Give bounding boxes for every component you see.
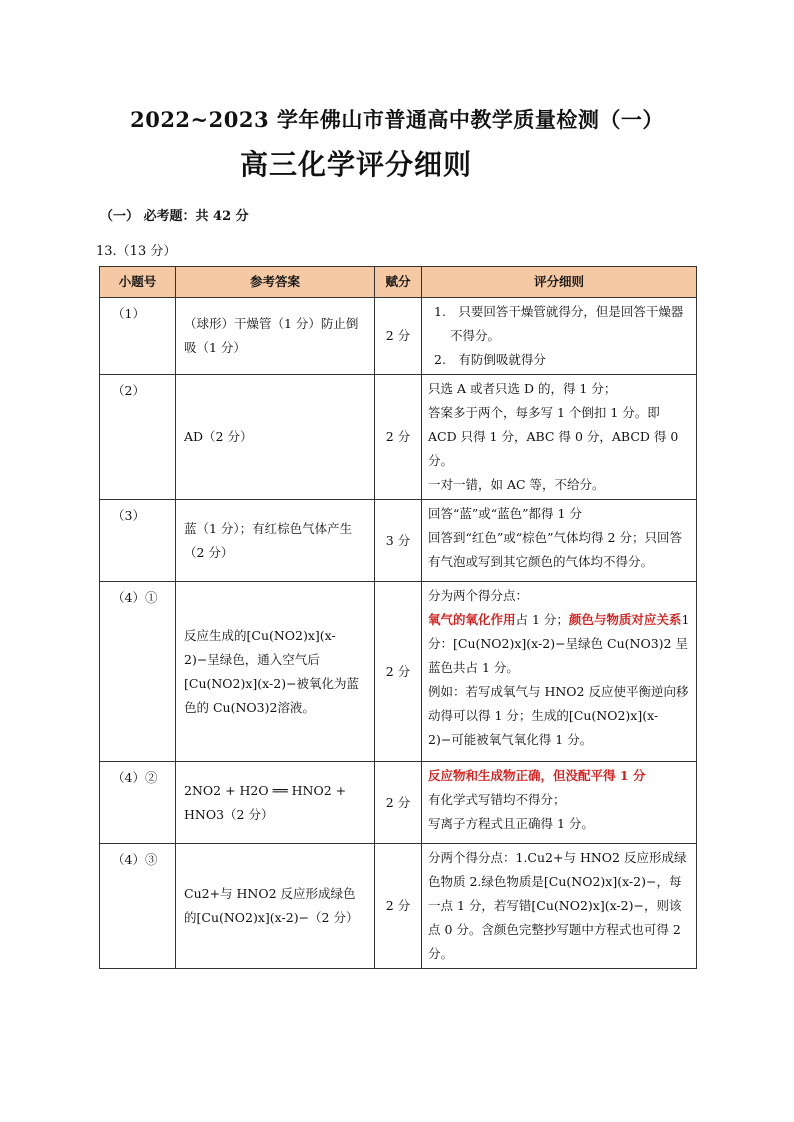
row-num: （2） <box>100 375 176 500</box>
header-subquestion: 小题号 <box>100 267 176 298</box>
row-score: 2 分 <box>375 844 422 969</box>
header-answer: 参考答案 <box>176 267 375 298</box>
row-score: 2 分 <box>375 582 422 762</box>
question-number: 13.（13 分） <box>96 244 177 259</box>
detail-points <box>428 608 690 680</box>
detail-line: 一对一错，如 AC 等，不给分。 <box>428 477 605 492</box>
table-row <box>100 375 697 500</box>
row-answer: 反应生成的[Cu(NO2)x](x-2)−呈绿色，通入空气后[Cu(NO2)x](x-2)−被氧化为蓝色的 Cu(NO3)2溶液。 <box>176 582 375 762</box>
row-score: 2 分 <box>375 762 422 844</box>
detail-line: 只选 A 或者只选 D 的，得 1 分； <box>428 381 617 396</box>
detail-line: 1. 只要回答干燥管就得分，但是回答干燥器不得分。 <box>434 304 684 343</box>
row-score: 2 分 <box>375 375 422 500</box>
row-detail <box>422 762 697 844</box>
row-detail <box>422 500 697 582</box>
detail-line: 回答“蓝”或“蓝色”都得 1 分 <box>428 506 582 521</box>
row-answer: 蓝（1 分）；有红棕色气体产生（2 分） <box>176 500 375 582</box>
detail-example: 例如：若写成氧气与 HNO2 反应使平衡逆向移动得可以得 1 分；生成的[Cu(NO2)x](x-2)−可能被氧气氧化得 1 分。 <box>428 684 689 747</box>
row-detail: 分两个得分点：1.Cu2+与 HNO2 反应形成绿色物质 2.绿色物质是[Cu(NO2)x](x-2)−，每一点 1 分，若写错[Cu(NO2)x](x-2)−，则该点 0 分。含颜色完整抄写题中方程式也可得 2 分。 <box>422 844 697 969</box>
header-detail: 评分细则 <box>422 267 697 298</box>
table-row <box>100 298 697 375</box>
detail-line: 回答到“红色”或“棕色”气体均得 2 分；只回答有气泡或写到其它颜色的气体均不得分。 <box>428 530 682 569</box>
document-subtitle: 高三化学评分细则 <box>240 148 473 181</box>
detail-line: 写离子方程式且正确得 1 分。 <box>428 816 594 831</box>
row-num: （4）① <box>100 582 176 762</box>
row-detail <box>422 298 697 375</box>
row-num: （3） <box>100 500 176 582</box>
table-row <box>100 844 697 969</box>
row-answer: 2NO2 + H2O ══ HNO2 + HNO3（2 分） <box>176 762 375 844</box>
detail-line: 2. 有防倒吸就得分 <box>434 352 546 367</box>
table-row <box>100 762 697 844</box>
detail-highlight: 反应物和生成物正确，但没配平得 1 分 <box>428 768 646 783</box>
detail-line: 有化学式写错均不得分； <box>428 792 566 807</box>
table-header-row <box>100 267 697 298</box>
detail-highlight: 颜色与物质对应关系 <box>568 612 682 627</box>
detail-text: 占 1 分； <box>515 612 569 627</box>
row-answer: Cu2+与 HNO2 反应形成绿色的[Cu(NO2)x](x-2)−（2 分） <box>176 844 375 969</box>
row-score: 2 分 <box>375 298 422 375</box>
detail-text: 1 分：[Cu(NO2)x](x-2)−呈绿色 Cu(NO3)2 呈蓝色共占 1 分。 <box>428 612 690 675</box>
detail-intro: 分为两个得分点： <box>428 588 529 603</box>
table-row <box>100 582 697 762</box>
row-num: （1） <box>100 298 176 375</box>
row-answer: AD（2 分） <box>176 375 375 500</box>
detail-line: 答案多于两个，每多写 1 个倒扣 1 分。即 ACD 只得 1 分，ABC 得 0 分，ABCD 得 0 分。 <box>428 405 679 468</box>
row-detail <box>422 582 697 762</box>
section-heading: （一） 必考题：共 42 分 <box>100 209 249 224</box>
detail-highlight: 氧气的氧化作用 <box>428 612 516 627</box>
header-score: 赋分 <box>375 267 422 298</box>
row-num: （4）③ <box>100 844 176 969</box>
document-title: 2022~2023 学年佛山市普通高中教学质量检测（一） <box>130 107 664 132</box>
scoring-table <box>99 266 697 969</box>
row-score: 3 分 <box>375 500 422 582</box>
row-num: （4）② <box>100 762 176 844</box>
table-row <box>100 500 697 582</box>
row-answer: （球形）干燥管（1 分）防止倒吸（1 分） <box>176 298 375 375</box>
row-detail <box>422 375 697 500</box>
